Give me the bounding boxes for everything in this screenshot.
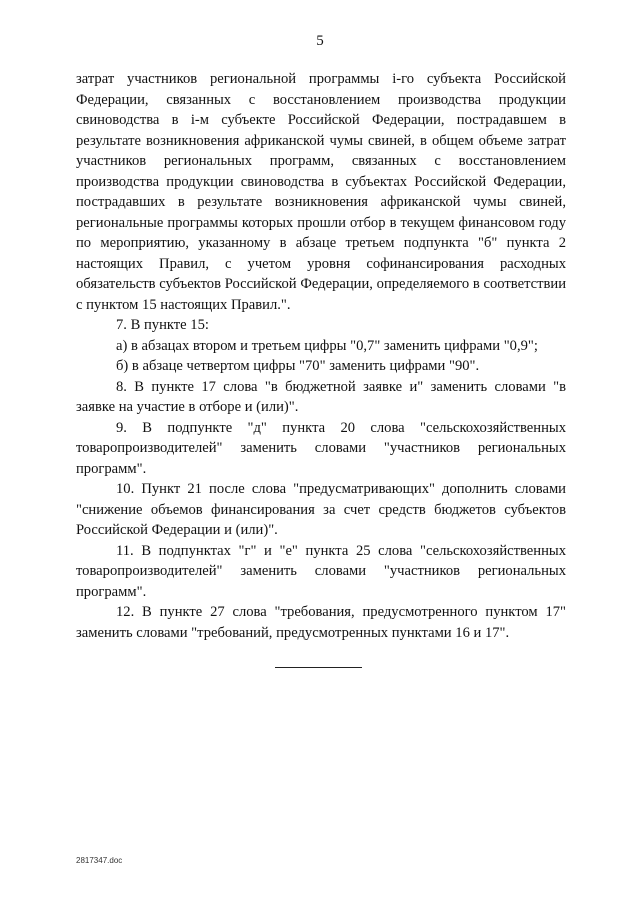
paragraph-item-10: 10. Пункт 21 после слова "предусматривающих" дополнить словами "снижение объемов финансирования за счет средств бюджетов субъектов Российской Федерации и (или)".	[76, 481, 566, 538]
document-body	[76, 69, 566, 643]
paragraph-item-12: 12. В пункте 27 слова "требования, предусмотренного пунктом 17" заменить словами "требований, предусмотренных пунктами 16 и 17".	[76, 604, 566, 641]
paragraph-continuation: затрат участников региональной программы i-го субъекта Российской Федерации, связанных с восстановлением производства продукции свиноводства в i-м субъекте Российской Федерации, пострадавшем в результате возникновения африканской чумы свиней, в общем объеме затрат участников региональных программ, связанных с восстановлением производства продукции свиноводства в субъектах Российской Федерации, пострадавших в результате возникновения африканской чумы свиней, региональные программы которых прошли отбор в текущем финансовом году по мероприятию, указанному в абзаце третьем подпункта "б" пункта 2 настоящих Правил, с учетом уровня софинансирования расходных обязательств субъектов Российской Федерации, определяемого в соответствии с пунктом 15 настоящих Правил.".	[76, 71, 566, 313]
paragraph-item-7: 7. В пункте 15:	[116, 317, 209, 333]
paragraph-item-7a: а) в абзацах втором и третьем цифры "0,7" заменить цифрами "0,9";	[116, 337, 538, 354]
paragraph-item-9: 9. В подпункте "д" пункта 20 слова "сельскохозяйственных товаропроизводителей" заменить словами "участников региональных программ".	[76, 419, 566, 477]
paragraph-item-8: 8. В пункте 17 слова "в бюджетной заявке и" заменить словами "в заявке на участие в отборе и (или)".	[76, 378, 566, 415]
document-id: 2817347.doc	[76, 856, 123, 865]
paragraph-item-11: 11. В подпунктах "г" и "е" пункта 25 слова "сельскохозяйственных товаропроизводителей" заменить словами "участников региональных программ".	[76, 542, 566, 600]
end-separator-line	[275, 667, 362, 668]
page-number: 5	[316, 33, 324, 49]
paragraph-item-7b: б) в абзаце четвертом цифры "70" заменить цифрами "90".	[116, 358, 480, 374]
